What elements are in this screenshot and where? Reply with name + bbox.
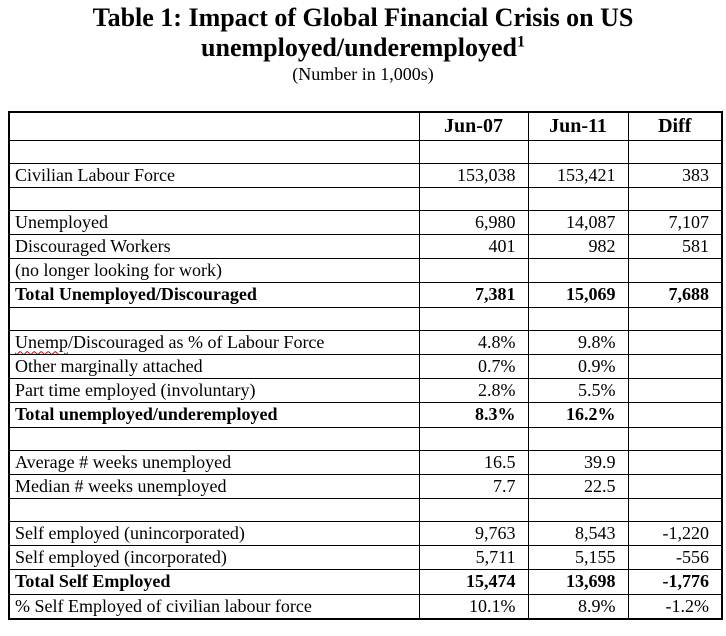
table-row (9, 378, 722, 402)
row-label: Unemp/Discouraged as % of Labour Force (9, 330, 419, 354)
table-row (9, 569, 722, 594)
value-cell-jun11 (528, 140, 628, 163)
value-cell-diff: -556 (628, 545, 722, 569)
table-row (9, 163, 722, 187)
value-cell-jun07: 5,711 (419, 545, 528, 569)
row-label (9, 307, 419, 330)
value-cell-diff (628, 354, 722, 378)
value-cell-jun07: 7,381 (419, 282, 528, 307)
value-cell-diff (628, 450, 722, 474)
row-label: Part time employed (involuntary) (9, 378, 419, 402)
value-cell-diff: 7,107 (628, 210, 722, 234)
header-row (9, 112, 722, 140)
row-label: Total Self Employed (9, 569, 419, 594)
table-row (9, 307, 722, 330)
row-label: Other marginally attached (9, 354, 419, 378)
title-text-1: Table 1: Impact of Global Financial Crisis on US (92, 3, 634, 32)
table-row (9, 474, 722, 498)
value-cell-diff (628, 498, 722, 521)
table-title-line-2 (0, 33, 726, 63)
value-cell-jun11: 153,421 (528, 163, 628, 187)
header-cell-diff: Diff (628, 112, 722, 140)
title-text-2: unemployed/underemployed (201, 33, 517, 62)
value-cell-diff (628, 427, 722, 450)
row-label (9, 498, 419, 521)
value-cell-diff: 581 (628, 234, 722, 258)
value-cell-jun07 (419, 498, 528, 521)
value-cell-jun11: 14,087 (528, 210, 628, 234)
value-cell-jun07: 4.8% (419, 330, 528, 354)
value-cell-jun11: 8.9% (528, 594, 628, 619)
value-cell-diff (628, 402, 722, 427)
value-cell-diff: -1,776 (628, 569, 722, 594)
row-label (9, 427, 419, 450)
row-label: (no longer looking for work) (9, 258, 419, 282)
row-label: Total Unemployed/Discouraged (9, 282, 419, 307)
table-row (9, 282, 722, 307)
table-row (9, 234, 722, 258)
value-cell-jun07 (419, 307, 528, 330)
row-label: Median # weeks unemployed (9, 474, 419, 498)
value-cell-jun11: 22.5 (528, 474, 628, 498)
table-subtitle: (Number in 1,000s) (292, 64, 434, 84)
value-cell-jun07: 6,980 (419, 210, 528, 234)
misspelled-word: Unemp (15, 331, 68, 352)
value-cell-jun07: 15,474 (419, 569, 528, 594)
row-label (9, 187, 419, 210)
row-label: Unemployed (9, 210, 419, 234)
value-cell-jun07: 9,763 (419, 521, 528, 545)
value-cell-diff: -1,220 (628, 521, 722, 545)
value-cell-jun11: 16.2% (528, 402, 628, 427)
value-cell-diff: 7,688 (628, 282, 722, 307)
value-cell-jun11 (528, 307, 628, 330)
table-row (9, 187, 722, 210)
table-row (9, 450, 722, 474)
header-cell-empty (9, 112, 419, 140)
data-table (8, 111, 723, 620)
value-cell-jun07: 8.3% (419, 402, 528, 427)
value-cell-diff (628, 378, 722, 402)
value-cell-jun07: 2.8% (419, 378, 528, 402)
table-row (9, 402, 722, 427)
row-label (9, 140, 419, 163)
header-cell-jun11: Jun-11 (528, 112, 628, 140)
value-cell-diff: -1.2% (628, 594, 722, 619)
table-row (9, 258, 722, 282)
value-cell-jun11: 9.8% (528, 330, 628, 354)
value-cell-jun07 (419, 258, 528, 282)
value-cell-diff (628, 330, 722, 354)
value-cell-jun11: 13,698 (528, 569, 628, 594)
table-row (9, 210, 722, 234)
table-row (9, 545, 722, 569)
table-body (9, 140, 722, 619)
value-cell-diff (628, 187, 722, 210)
table-row (9, 354, 722, 378)
row-label: Total unemployed/underemployed (9, 402, 419, 427)
value-cell-jun07: 401 (419, 234, 528, 258)
value-cell-jun11 (528, 498, 628, 521)
value-cell-jun11: 5.5% (528, 378, 628, 402)
value-cell-jun11 (528, 258, 628, 282)
value-cell-jun07: 7.7 (419, 474, 528, 498)
header-cell-jun07: Jun-07 (419, 112, 528, 140)
row-label: % Self Employed of civilian labour force (9, 594, 419, 619)
row-label: Average # weeks unemployed (9, 450, 419, 474)
value-cell-jun11 (528, 427, 628, 450)
value-cell-jun11: 39.9 (528, 450, 628, 474)
row-label: Discouraged Workers (9, 234, 419, 258)
document-header (0, 0, 726, 85)
value-cell-jun07 (419, 427, 528, 450)
value-cell-jun07: 153,038 (419, 163, 528, 187)
value-cell-diff: 383 (628, 163, 722, 187)
value-cell-jun11: 8,543 (528, 521, 628, 545)
value-cell-jun11: 0.9% (528, 354, 628, 378)
table-row (9, 594, 722, 619)
value-cell-diff (628, 258, 722, 282)
value-cell-diff (628, 140, 722, 163)
value-cell-jun07 (419, 187, 528, 210)
table-row (9, 330, 722, 354)
table-title-line-1 (0, 3, 726, 33)
table-row (9, 427, 722, 450)
value-cell-diff (628, 307, 722, 330)
value-cell-jun07 (419, 140, 528, 163)
value-cell-jun07: 16.5 (419, 450, 528, 474)
row-label: Self employed (incorporated) (9, 545, 419, 569)
row-label: Civilian Labour Force (9, 163, 419, 187)
value-cell-jun11 (528, 187, 628, 210)
value-cell-jun11: 5,155 (528, 545, 628, 569)
value-cell-jun11: 15,069 (528, 282, 628, 307)
value-cell-jun07: 10.1% (419, 594, 528, 619)
value-cell-diff (628, 474, 722, 498)
value-cell-jun07: 0.7% (419, 354, 528, 378)
footnote-marker: 1 (516, 33, 525, 51)
table-row (9, 521, 722, 545)
row-label: Self employed (unincorporated) (9, 521, 419, 545)
value-cell-jun11: 982 (528, 234, 628, 258)
table-row (9, 140, 722, 163)
table-row (9, 498, 722, 521)
